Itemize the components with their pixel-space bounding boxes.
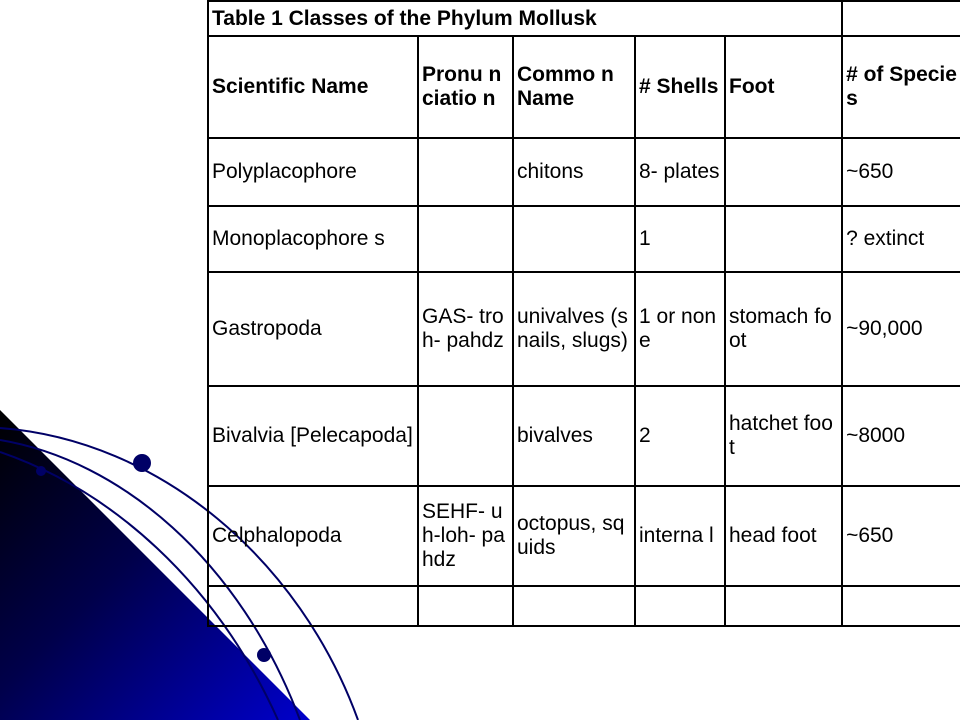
table-cell: ~8000 — [842, 386, 960, 486]
table-cell — [842, 1, 960, 36]
table-cell — [418, 138, 513, 206]
decor-dot — [257, 648, 271, 662]
table-cell: 1 — [635, 206, 725, 272]
table-title: Table 1 Classes of the Phylum Mollusk — [208, 1, 842, 36]
table-cell: bivalves — [513, 386, 635, 486]
table-cell — [208, 586, 418, 626]
header-pronunciation: Pronu nciatio n — [418, 36, 513, 138]
table-cell: stomach foot — [725, 272, 842, 386]
table-cell: GAS- troh- pahdz — [418, 272, 513, 386]
table-cell — [842, 586, 960, 626]
table-cell: ? extinct — [842, 206, 960, 272]
table-cell: Polyplacophore — [208, 138, 418, 206]
table-row — [208, 586, 960, 626]
table-cell: hatchet foot — [725, 386, 842, 486]
table-cell — [418, 386, 513, 486]
decor-dot — [133, 454, 151, 472]
table-cell — [635, 586, 725, 626]
table-cell: Bivalvia [Pelecapoda] — [208, 386, 418, 486]
table-row — [208, 138, 960, 206]
table-row — [208, 486, 960, 586]
table-cell: univalves (snails, slugs) — [513, 272, 635, 386]
header-species: # of Species — [842, 36, 960, 138]
table-cell: SEHF- uh-loh- pahdz — [418, 486, 513, 586]
table-cell: octopus, squids — [513, 486, 635, 586]
table-cell: Celphalopoda — [208, 486, 418, 586]
table-cell — [418, 586, 513, 626]
table-cell — [513, 586, 635, 626]
table-cell: chitons — [513, 138, 635, 206]
decor-dot — [36, 466, 46, 476]
table-cell — [725, 206, 842, 272]
header-row — [208, 36, 960, 138]
header-scientific-name: Scientific Name — [208, 36, 418, 138]
table-cell: interna l — [635, 486, 725, 586]
table-cell: 2 — [635, 386, 725, 486]
table-cell: Monoplacophore s — [208, 206, 418, 272]
header-shells: # Shells — [635, 36, 725, 138]
table-title-row — [208, 1, 960, 36]
table-cell: head foot — [725, 486, 842, 586]
table-row — [208, 206, 960, 272]
table-cell: ~90,000 — [842, 272, 960, 386]
table-cell — [725, 586, 842, 626]
header-common-name: Commo n Name — [513, 36, 635, 138]
table-cell: 8- plates — [635, 138, 725, 206]
table-cell — [418, 206, 513, 272]
table-row — [208, 386, 960, 486]
table-cell: Gastropoda — [208, 272, 418, 386]
table-row — [208, 272, 960, 386]
table-cell — [725, 138, 842, 206]
mollusk-classes-table — [207, 0, 960, 627]
table-cell — [513, 206, 635, 272]
table-cell: ~650 — [842, 138, 960, 206]
header-foot: Foot — [725, 36, 842, 138]
table-cell: ~650 — [842, 486, 960, 586]
table-cell: 1 or none — [635, 272, 725, 386]
